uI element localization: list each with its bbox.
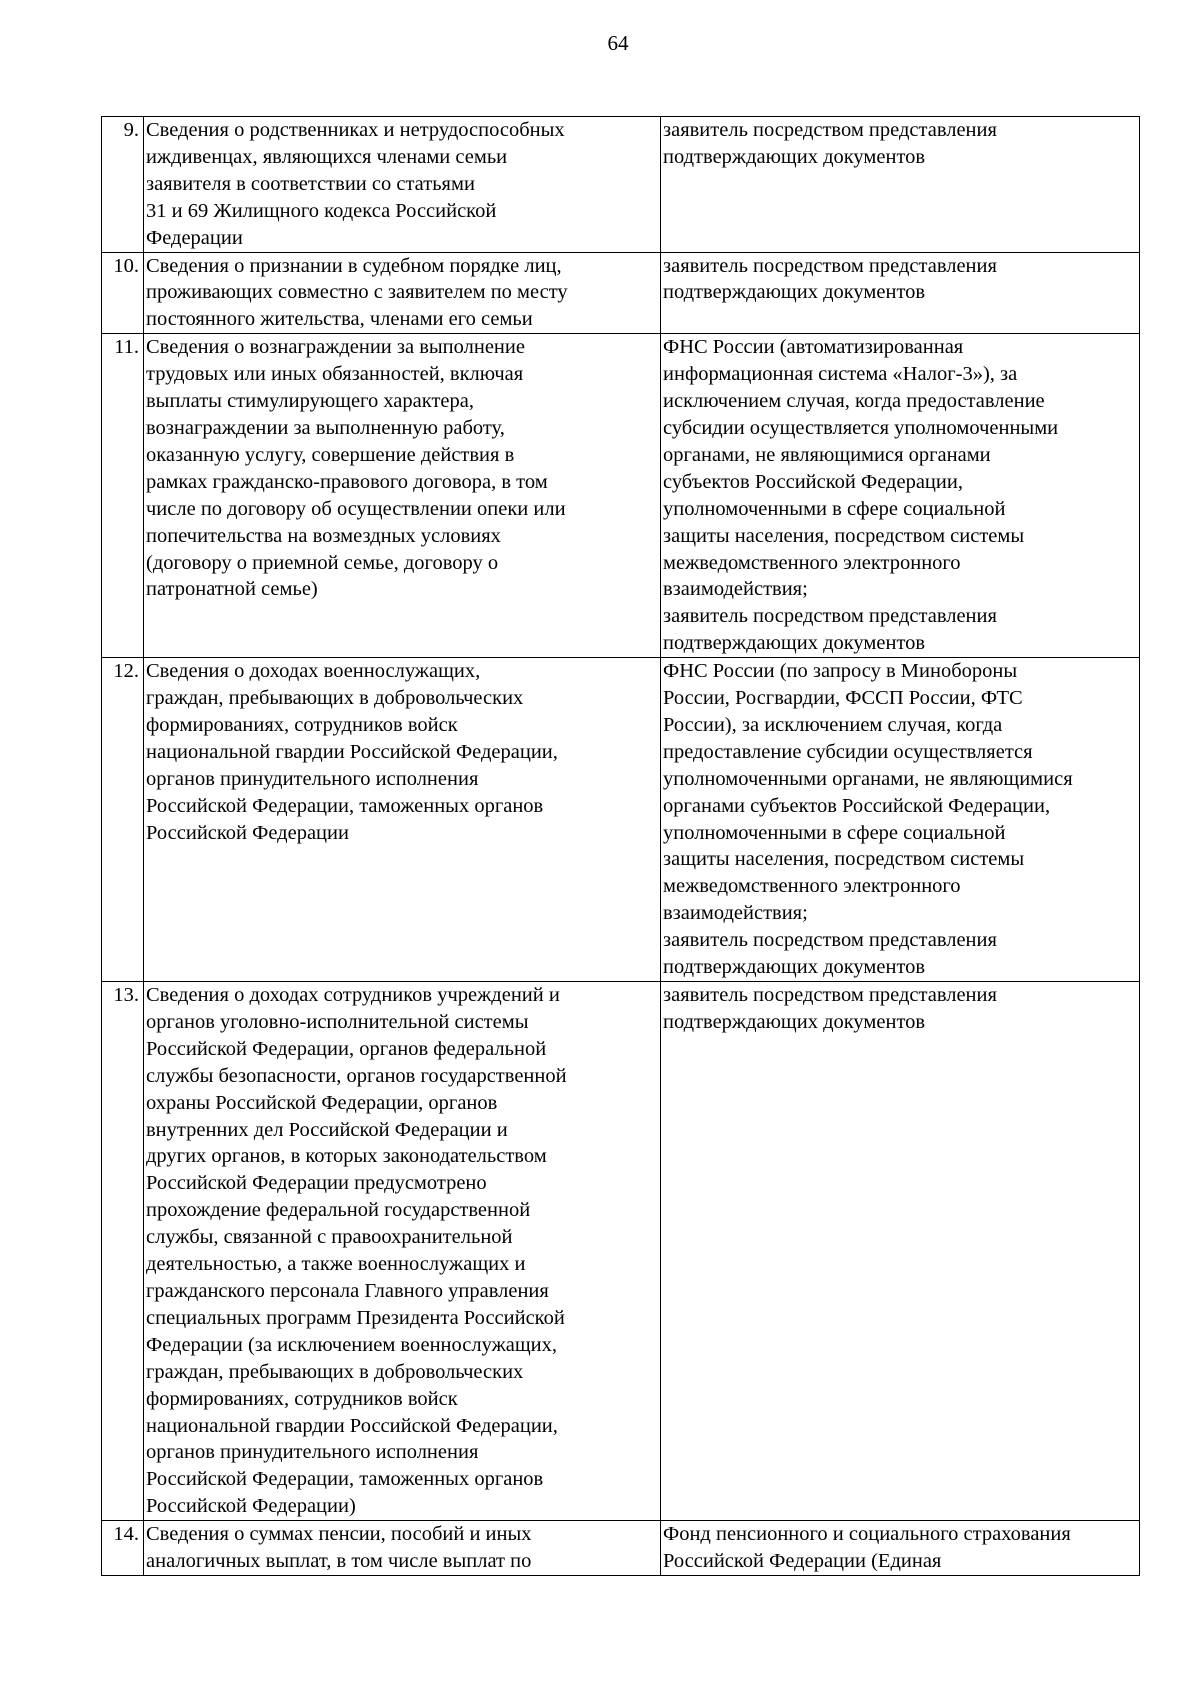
info-name-line: Сведения о родственниках и нетрудоспособных xyxy=(146,119,565,141)
info-source-line: ФНС России (автоматизированная xyxy=(663,336,964,359)
info-name-line: гражданского персонала Главного управления xyxy=(146,1279,549,1302)
info-source-line: предоставление субсидии осуществляется xyxy=(663,740,1033,763)
row-number: 14. xyxy=(102,1521,144,1576)
info-name-line: Российской Федерации) xyxy=(146,1495,356,1518)
info-source-cell xyxy=(661,252,1140,334)
info-name-line: службы безопасности, органов государственной xyxy=(146,1064,567,1087)
info-source-line: подтверждающих документов xyxy=(663,281,926,304)
info-source-line: России, Росгвардии, ФССП России, ФТС xyxy=(663,687,1023,710)
info-name-line: граждан, пребывающих в добровольческих xyxy=(146,1360,524,1383)
info-name-line: Российской Федерации, органов федеральной xyxy=(146,1037,547,1060)
info-source-line: Фонд пенсионного и социального страхования xyxy=(663,1523,1071,1546)
info-sources-table xyxy=(101,116,1140,1576)
info-name-line: специальных программ Президента Российской xyxy=(146,1306,565,1329)
info-name-line: вознаграждении за выполненную работу, xyxy=(146,416,505,439)
info-name-line: граждан, пребывающих в добровольческих xyxy=(146,687,524,710)
info-name-line: выплаты стимулирующего характера, xyxy=(146,390,474,413)
info-source-cell xyxy=(661,334,1140,658)
info-source-line: заявитель посредством представления xyxy=(663,984,997,1006)
info-source-line: Российской Федерации (Единая xyxy=(663,1550,942,1573)
info-name-cell xyxy=(144,334,661,658)
info-source-line: подтверждающих документов xyxy=(663,956,926,979)
info-name-cell xyxy=(144,658,661,982)
row-number: 13. xyxy=(102,982,144,1521)
table-row xyxy=(102,252,1140,334)
info-name-cell xyxy=(144,252,661,334)
info-source-line: уполномоченными органами, не являющимися xyxy=(663,767,1073,790)
info-source-line: подтверждающих документов xyxy=(663,145,926,168)
info-source-cell xyxy=(661,658,1140,982)
table-row xyxy=(102,658,1140,982)
info-name-line: патронатной семье) xyxy=(146,578,318,601)
table-row xyxy=(102,117,1140,253)
info-source-line: защиты населения, посредством системы xyxy=(663,848,1025,871)
row-number: 11. xyxy=(102,334,144,658)
info-name-line: формированиях, сотрудников войск xyxy=(146,1387,458,1410)
info-name-line: постоянного жительства, членами его семьи xyxy=(146,308,533,331)
info-name-cell xyxy=(144,117,661,253)
info-source-line: уполномоченными в сфере социальной xyxy=(663,497,1006,520)
info-source-line: подтверждающих документов xyxy=(663,1010,926,1033)
info-source-line: взаимодействия; xyxy=(663,578,808,601)
table-row xyxy=(102,334,1140,658)
info-name-line: формированиях, сотрудников войск xyxy=(146,713,458,736)
info-source-line: взаимодействия; xyxy=(663,902,808,925)
table-row xyxy=(102,982,1140,1521)
info-name-line: других органов, в которых законодательством xyxy=(146,1145,547,1168)
info-source-line: защиты населения, посредством системы xyxy=(663,524,1025,547)
info-name-line: Федерации (за исключением военнослужащих, xyxy=(146,1333,557,1356)
info-source-line: органами, не являющимися органами xyxy=(663,443,991,466)
info-name-line: рамках гражданско-правового договора, в том xyxy=(146,470,548,493)
info-source-line: информационная система «Налог-3»), за xyxy=(663,363,1018,386)
info-name-line: заявителя в соответствии со статьями xyxy=(146,172,475,195)
info-source-cell xyxy=(661,117,1140,253)
info-source-line: межведомственного электронного xyxy=(663,551,961,574)
info-source-line: заявитель посредством представления xyxy=(663,119,997,141)
table-row xyxy=(102,1521,1140,1576)
info-source-line: ФНС России (по запросу в Минобороны xyxy=(663,660,1018,683)
info-name-line: трудовых или иных обязанностей, включая xyxy=(146,363,524,386)
info-name-line: Российской Федерации, таможенных органов xyxy=(146,794,544,817)
info-name-line: Сведения о доходах военнослужащих, xyxy=(146,660,481,683)
info-name-line: органов уголовно-исполнительной системы xyxy=(146,1010,529,1033)
info-name-line: Сведения о суммах пенсии, пособий и иных xyxy=(146,1523,532,1546)
info-name-line: (договору о приемной семье, договору о xyxy=(146,551,499,574)
info-name-line: Федерации xyxy=(146,226,243,249)
info-name-line: органов принудительного исполнения xyxy=(146,1441,479,1464)
info-name-line: охраны Российской Федерации, органов xyxy=(146,1091,498,1114)
info-source-line: межведомственного электронного xyxy=(663,875,961,898)
info-name-line: попечительства на возмездных условиях xyxy=(146,524,501,547)
info-name-line: прохождение федеральной государственной xyxy=(146,1199,531,1222)
info-source-line: заявитель посредством представления xyxy=(663,254,997,277)
info-source-line: субъектов Российской Федерации, xyxy=(663,470,963,493)
info-source-line: заявитель посредством представления xyxy=(663,929,997,952)
info-source-line: России), за исключением случая, когда xyxy=(663,713,1003,736)
info-name-line: иждивенцах, являющихся членами семьи xyxy=(146,145,508,168)
info-name-line: органов принудительного исполнения xyxy=(146,767,479,790)
info-source-line: органами субъектов Российской Федерации, xyxy=(663,794,1051,817)
info-name-line: Сведения о доходах сотрудников учреждений и xyxy=(146,984,560,1006)
info-name-line: Сведения о вознаграждении за выполнение xyxy=(146,336,525,359)
info-name-line: службы, связанной с правоохранительной xyxy=(146,1226,513,1249)
info-name-line: Российской Федерации предусмотрено xyxy=(146,1172,487,1195)
info-source-line: субсидии осуществляется уполномоченными xyxy=(663,416,1059,439)
info-name-line: внутренних дел Российской Федерации и xyxy=(146,1118,508,1141)
info-name-line: проживающих совместно с заявителем по месту xyxy=(146,281,568,304)
row-number: 9. xyxy=(102,117,144,253)
info-source-cell xyxy=(661,1521,1140,1576)
info-name-cell xyxy=(144,982,661,1521)
info-name-line: национальной гвардии Российской Федерации, xyxy=(146,1414,558,1437)
info-name-line: деятельностью, а также военнослужащих и xyxy=(146,1253,526,1276)
info-name-line: Российской Федерации, таможенных органов xyxy=(146,1468,544,1491)
info-name-line: Сведения о признании в судебном порядке лиц, xyxy=(146,254,562,277)
info-source-line: уполномоченными в сфере социальной xyxy=(663,821,1006,844)
info-source-line: заявитель посредством представления xyxy=(663,605,997,628)
info-name-line: аналогичных выплат, в том числе выплат по xyxy=(146,1550,532,1573)
info-name-cell xyxy=(144,1521,661,1576)
info-source-line: подтверждающих документов xyxy=(663,632,926,655)
row-number: 12. xyxy=(102,658,144,982)
info-source-cell xyxy=(661,982,1140,1521)
info-name-line: оказанную услугу, совершение действия в xyxy=(146,443,515,466)
info-name-line: национальной гвардии Российской Федерации, xyxy=(146,740,558,763)
info-name-line: Российской Федерации xyxy=(146,821,349,844)
page-number: 64 xyxy=(607,31,629,55)
info-name-line: 31 и 69 Жилищного кодекса Российской xyxy=(146,199,497,222)
row-number: 10. xyxy=(102,252,144,334)
info-name-line: числе по договору об осуществлении опеки или xyxy=(146,497,566,520)
table-body xyxy=(102,117,1140,1576)
info-source-line: исключением случая, когда предоставление xyxy=(663,390,1045,413)
